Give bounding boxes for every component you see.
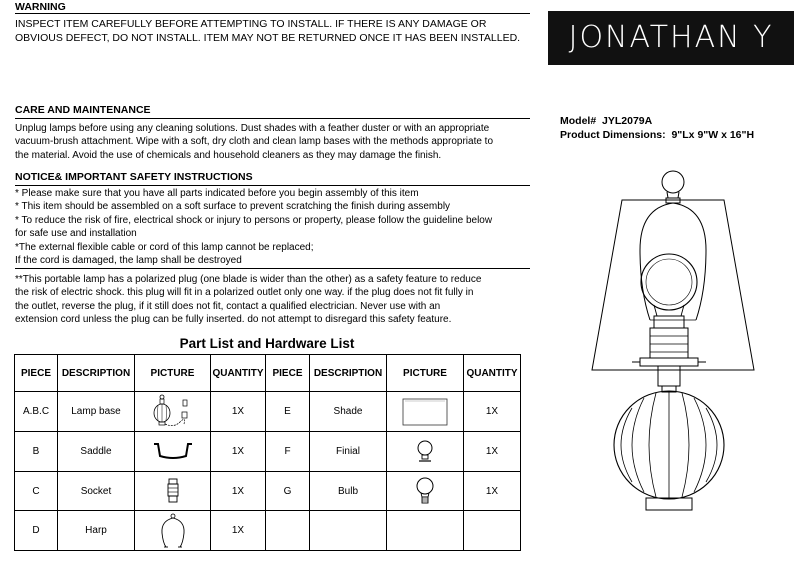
picture-cell	[135, 472, 211, 511]
quantity-cell: 1X	[464, 432, 521, 472]
parts-title: Part List and Hardware List	[179, 336, 355, 351]
description-cell: Saddle	[58, 432, 135, 472]
safety-rule	[15, 268, 530, 269]
piece-cell: F	[266, 432, 310, 472]
safety-line: If the cord is damaged, the lamp shall be destroyed	[15, 255, 242, 267]
piece-cell	[266, 511, 310, 551]
safety-line: * This item should be assembled on a soft surface to prevent scratching the finish during assembly	[15, 201, 451, 213]
header-piece: PIECE	[15, 355, 58, 392]
dimensions-line	[560, 128, 754, 142]
quantity-cell: 1X	[211, 392, 266, 432]
picture-cell	[135, 432, 211, 472]
picture-cell	[387, 511, 464, 551]
warning-title: WARNING	[15, 1, 66, 13]
header-description: DESCRIPTION	[58, 355, 135, 392]
quantity-cell: 1X	[211, 511, 266, 551]
safety-line: for safe use and installation	[15, 228, 137, 240]
model-line	[560, 114, 652, 128]
picture-cell	[135, 511, 211, 551]
quantity-cell: 1X	[211, 472, 266, 511]
care-text	[15, 122, 530, 162]
harp-icon	[158, 513, 188, 549]
header-piece: PIECE	[266, 355, 310, 392]
socket-icon	[165, 477, 181, 505]
table-row	[15, 432, 521, 472]
quantity-cell: 1X	[464, 392, 521, 432]
description-cell: Bulb	[310, 472, 387, 511]
warning-line: OBVIOUS DEFECT, DO NOT INSTALL. ITEM MAY NOT BE RETURNED ONCE IT HAS BEEN INSTALLED.	[15, 32, 521, 44]
parts-header-row	[15, 355, 521, 392]
dimensions-label: Product Dimensions:	[560, 129, 666, 141]
quantity-cell: 1X	[464, 472, 521, 511]
brand-logo: JONATHAN Y	[548, 11, 794, 65]
shade-icon	[395, 395, 455, 429]
description-cell	[310, 511, 387, 551]
table-row	[15, 392, 521, 432]
dimensions-value: 9"Lx 9"W x 16"H	[671, 129, 755, 141]
safety-title: NOTICE& IMPORTANT SAFETY INSTRUCTIONS	[15, 171, 530, 186]
piece-cell: D	[15, 511, 58, 551]
header-picture: PICTURE	[387, 355, 464, 392]
piece-cell: G	[266, 472, 310, 511]
picture-cell	[387, 432, 464, 472]
safety-text	[15, 187, 530, 267]
warning-line: INSPECT ITEM CAREFULLY BEFORE ATTEMPTING TO INSTALL. IF THERE IS ANY DAMAGE OR	[15, 18, 487, 30]
table-row	[15, 472, 521, 511]
header-quantity: QUANTITY	[211, 355, 266, 392]
warning-rule	[15, 13, 530, 14]
piece-cell: B	[15, 432, 58, 472]
description-cell: Shade	[310, 392, 387, 432]
care-line: vacuum-brush attachment. Wipe with a soft, dry cloth and clean lamp bases with the methods appropriate to	[15, 136, 494, 148]
lamp-base-icon	[148, 394, 198, 430]
description-cell: Lamp base	[58, 392, 135, 432]
safety-line: * To reduce the risk of fire, electrical shock or injury to persons or property, please follow the guideline below	[15, 214, 493, 226]
piece-cell: C	[15, 472, 58, 511]
plug-line: the risk of electric shock. this plug will fit in a polarized outlet only one way. if the plug does not fit fully in	[15, 287, 474, 299]
care-line: Unplug lamps before using any cleaning solutions. Dust shades with a feather duster or with an appropriate	[15, 123, 490, 134]
model-label: Model#	[560, 115, 597, 127]
header-picture: PICTURE	[135, 355, 211, 392]
plug-text	[15, 273, 530, 327]
header-description: DESCRIPTION	[310, 355, 387, 392]
description-cell: Socket	[58, 472, 135, 511]
plug-line: extension cord unless the plug can be fully inserted. do not attempt to disregard this safety feature.	[15, 314, 452, 326]
piece-cell: A.B.C	[15, 392, 58, 432]
warning-text	[15, 17, 530, 45]
safety-line: * Please make sure that you have all parts indicated before you begin assembly of this item	[15, 188, 419, 199]
bulb-icon	[415, 476, 435, 506]
care-line: the material. Avoid the use of chemicals and household cleaners as they may damage the finish.	[15, 149, 442, 161]
description-cell: Harp	[58, 511, 135, 551]
picture-cell	[387, 472, 464, 511]
lamp-illustration	[580, 170, 780, 520]
picture-cell	[387, 392, 464, 432]
model-value: JYL2079A	[602, 115, 653, 127]
saddle-icon	[150, 440, 196, 464]
plug-line: the outlet, reverse the plug, if it still does not fit, contact a qualified electrician. Never use with an	[15, 300, 441, 312]
parts-table	[14, 354, 521, 551]
plug-line: **This portable lamp has a polarized plug (one blade is wider than the other) as a safety feature to reduce	[15, 274, 482, 285]
piece-cell: E	[266, 392, 310, 432]
quantity-cell: 1X	[211, 432, 266, 472]
picture-cell	[135, 392, 211, 432]
table-row	[15, 511, 521, 551]
header-quantity: QUANTITY	[464, 355, 521, 392]
care-title: CARE AND MAINTENANCE	[15, 104, 530, 119]
description-cell: Finial	[310, 432, 387, 472]
safety-line: *The external flexible cable or cord of this lamp cannot be replaced;	[15, 241, 314, 253]
quantity-cell	[464, 511, 521, 551]
finial-icon	[415, 438, 435, 466]
